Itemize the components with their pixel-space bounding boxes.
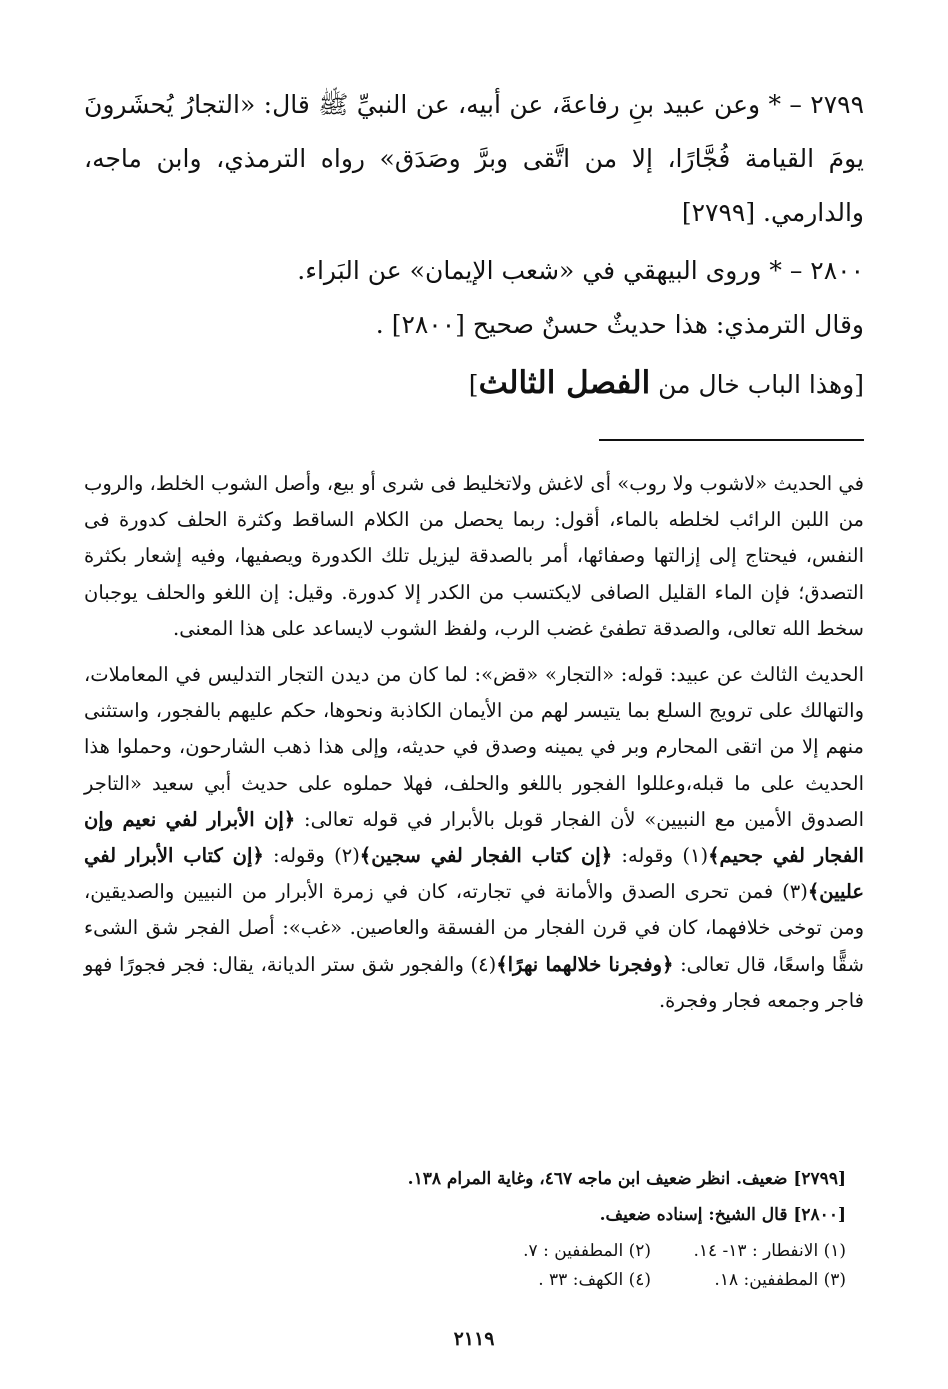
tirmidhi-note: وقال الترمذي: هذا حديثٌ حسنٌ صحيح [٢٨٠٠] . <box>375 310 864 339</box>
footnote-2799: [٢٧٩٩] ضعيف. انظر ضعيف ابن ماجه ٤٦٧، وغاية المرام ١٣٨. <box>407 1169 846 1189</box>
quran-verse-1: ﴿إن الأبرار لفي نعيم وإن الفجار لفي جحيم﴾ <box>84 807 864 868</box>
footnotes <box>346 1165 846 1295</box>
section-note <box>84 352 864 416</box>
footnote-row <box>346 1266 846 1295</box>
footnote-ref-3: (٣) المطففين: ١٨. <box>714 1270 846 1290</box>
section-suffix: ] <box>468 370 479 399</box>
section-title: الفصل الثالث <box>478 365 651 401</box>
footnote-row <box>346 1237 846 1266</box>
page-number: ٢١١٩ <box>453 1328 495 1350</box>
quran-verse-2: ﴿إن كتاب الفجار لفي سجين﴾ <box>359 844 613 868</box>
quran-verse-3: ﴿إن كتاب الأبرار لفي عليين﴾ <box>84 844 864 904</box>
divider-line <box>599 439 864 441</box>
commentary-text: الحديث الثالث عن عبيد: قوله: «التجار» «قض»: لما كان من ديدن التجار التدليس في المعاملات، والتهالك على ترويج السلع بما يتيسر لهم من الأيمان الكاذبة ونحوها، حكم عليهم بالفجور، واستثنى منهم إلا من اتقى المحارم وبر في يمينه وصدق في حديثه، وإلى هذا ذهب الشارحون، وحملوا هذا الحديث على ما قبله،وعللوا الفجور باللغو والحلف، فهلا حملوه على حديث أبي سعيد «التاجر الصدوق الأمين مع النبيين» لأن الفجار قوبل بالأبرار في قوله تعالى: <box>84 663 864 831</box>
footnote-ref-1: (١) الانفطار : ١٣- ١٤. <box>693 1241 846 1261</box>
commentary-text: (١) وقوله: <box>612 844 709 868</box>
section-prefix: [وهذا الباب خال من <box>650 370 864 399</box>
quran-verse-4: ﴿وفجرنا خلالهما نهرًا﴾ <box>496 952 674 976</box>
commentary <box>84 466 864 1029</box>
hadith-2800: ٢٨٠٠ – * وروى البيهقي في «شعب الإيمان» عن البَراء. <box>297 256 864 285</box>
hadith-section <box>84 78 864 416</box>
commentary-text: (٣) فمن تحرى الصدق والأمانة في تجارته، كان في زمرة الأبرار من النبيين والصديقين، ومن توخى خلافهما، كان في قرن الفجار من الفسقة والعاصين. «غب»: أصل الفجر شق الشىء شقًّا واسعًا، قال تعالى: <box>84 880 864 976</box>
commentary-text: (٤) والفجور شق ستر الديانة، يقال: فجر فجورًا فهو فاجر وجمعه فجار وفجرة. <box>84 952 864 1012</box>
commentary-paragraph-2 <box>84 657 864 1019</box>
commentary-paragraph-1: في الحديث «لاشوب ولا روب» أى لاغش ولاتخليط فى شرى أو بيع، وأصل الشوب الخلط، والروب من اللبن الرائب لخلطه بالماء، أقول: ربما يحصل من الكلام الساقط وكثرة الحلف كدورة فى النفس، فيحتاج إلى إزالتها وصفائها، أمر بالصدقة ليزيل تلك الكدورة ويصفيها، وفيه إشعار بكثرة التصدق؛ فإن الماء القليل الصافى لايكتسب من الكدر إلا كدورة. وقيل: إن اللغو والحلف يوجبان سخط الله تعالى، والصدقة تطفئ غضب الرب، ولفظ الشوب لايساعد على هذا المعنى. <box>84 472 864 640</box>
footnote-2800: [٢٨٠٠] قال الشيخ: إسناده ضعيف. <box>599 1205 846 1225</box>
commentary-text: (٢) وقوله: <box>263 844 360 868</box>
footnote-ref-2: (٢) المطففين : ٧. <box>523 1241 651 1261</box>
footnote-ref-4: (٤) الكهف: ٣٣ . <box>538 1270 651 1290</box>
hadith-2799: ٢٧٩٩ – * وعن عبيد بنِ رفاعةَ، عن أبيه، عن النبيِّ ﷺ قال: «التجارُ يُحشَرونَ يومَ القيامة فُجَّارًا، إلا من اتَّقى وبرَّ وصَدَق» رواه الترمذي، وابن ماجه، والدارمي. [٢٧٩٩] <box>84 90 864 227</box>
